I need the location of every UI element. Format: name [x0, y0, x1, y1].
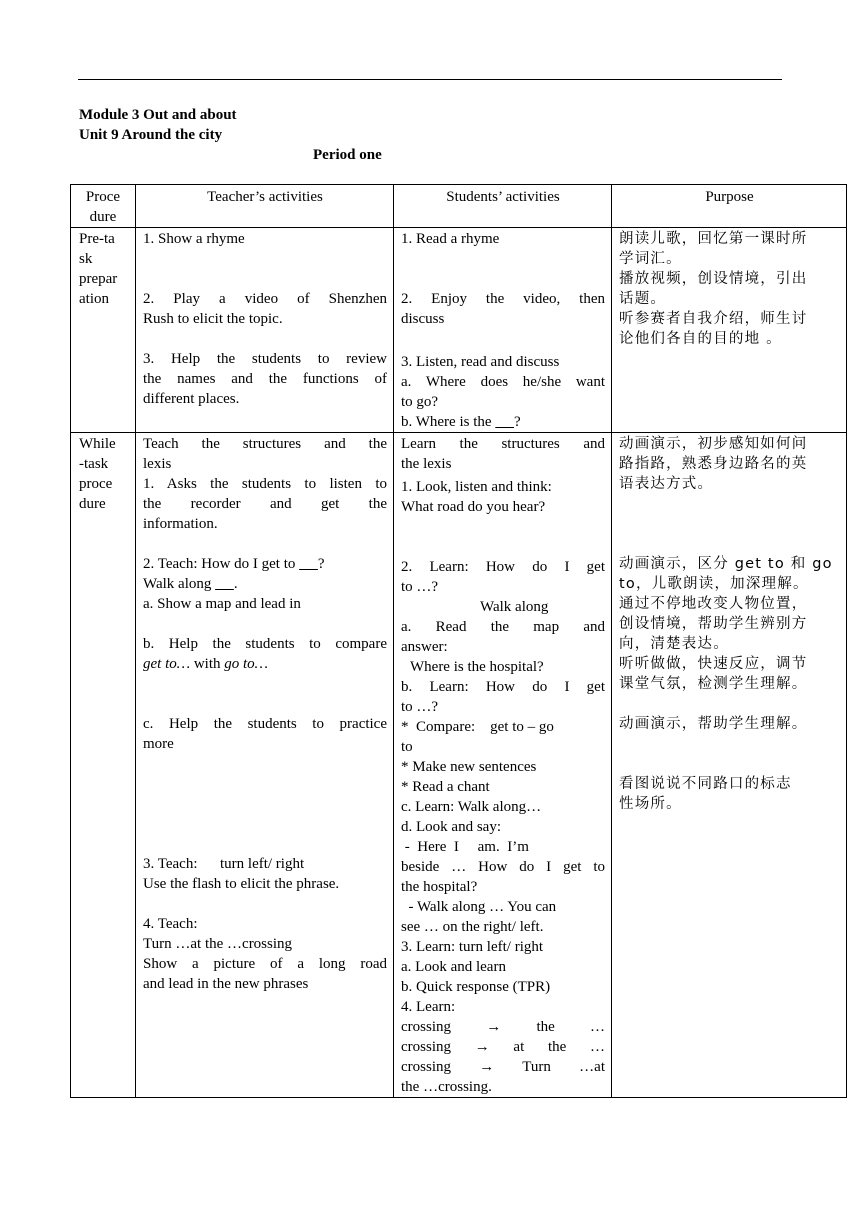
students-cell-whiletask: Learn the structures and the lexis 1. Look, listen and think: What road do you hear? 2. Learn: How do I get to …? Walk along a. Read the map and answer: Where is the hospital? b. Learn: How do I get to …? * Compare: get to – go to * Make new sentences * Read a chant c. Learn: Walk along… d. Look and say: - Here I am. I’m beside … How do I get to the hospital? - Walk along … You can see … on the right/ left. 3. Learn: turn left/ right a. Look and learn b. Quick response (TPR) 4. Learn: crossing → the … crossing → at the … crossing → Turn …at the …crossing. [394, 433, 612, 1098]
teacher-cell-pretask: 1. Show a rhyme 2. Play a video of Shenzhen Rush to elicit the topic. 3. Help the students to review the names and the functions of different places. [136, 228, 394, 433]
teacher-cell-whiletask: Teach the structures and the lexis 1. Asks the students to listen to the recorder and get the information. 2. Teach: How do I get to ? Walk along . a. Show a map and lead in b. Help the students to compare get to… with go to… c. Help the students to practice more 3. Teach: turn left/ right Use the flash to elicit the phrase. 4. Teach: Turn …at the …crossing Show a picture of a long road and lead in the new phrases [136, 433, 394, 1098]
students-cell-pretask: 1. Read a rhyme 2. Enjoy the video, then discuss 3. Listen, read and discuss a. Where does he/she want to go? b. Where is the ? [394, 228, 612, 433]
stage-cell-whiletask: While -task proce dure [71, 433, 136, 1098]
header-procedure: Proce dure [71, 185, 136, 228]
header-teacher: Teacher’s activities [136, 185, 394, 228]
table-header-row [71, 185, 847, 228]
purpose-cell-pretask: 朗读儿歌，回忆第一课时所 学词汇。 播放视频，创设情境，引出 话题。 听参赛者自我介绍，师生讨 论他们各自的目的地 。 [612, 228, 847, 433]
lesson-plan-table [70, 184, 847, 1098]
period-title: Period one [313, 147, 382, 163]
header-purpose: Purpose [612, 185, 847, 228]
purpose-cell-whiletask: 动画演示，初步感知如何问 路指路，熟悉身边路名的英 语表达方式。 动画演示，区分 get to 和 go to，儿歌朗读，加深理解。 通过不停地改变人物位置， 创设情境，帮助学生辨别方 向，清楚表达。 听听做做，快速反应，调节 课堂气氛，检测学生理解。 动画演示，帮助学生理解。 看图说说不同路口的标志 性场所。 [612, 433, 847, 1098]
stage-cell-pretask: Pre-ta sk prepar ation [71, 228, 136, 433]
header-students: Students’ activities [394, 185, 612, 228]
table-row [71, 228, 847, 433]
table-row [71, 433, 847, 1098]
module-title: Module 3 Out and about [79, 107, 237, 123]
header-rule [78, 79, 782, 80]
unit-title: Unit 9 Around the city [79, 127, 223, 143]
